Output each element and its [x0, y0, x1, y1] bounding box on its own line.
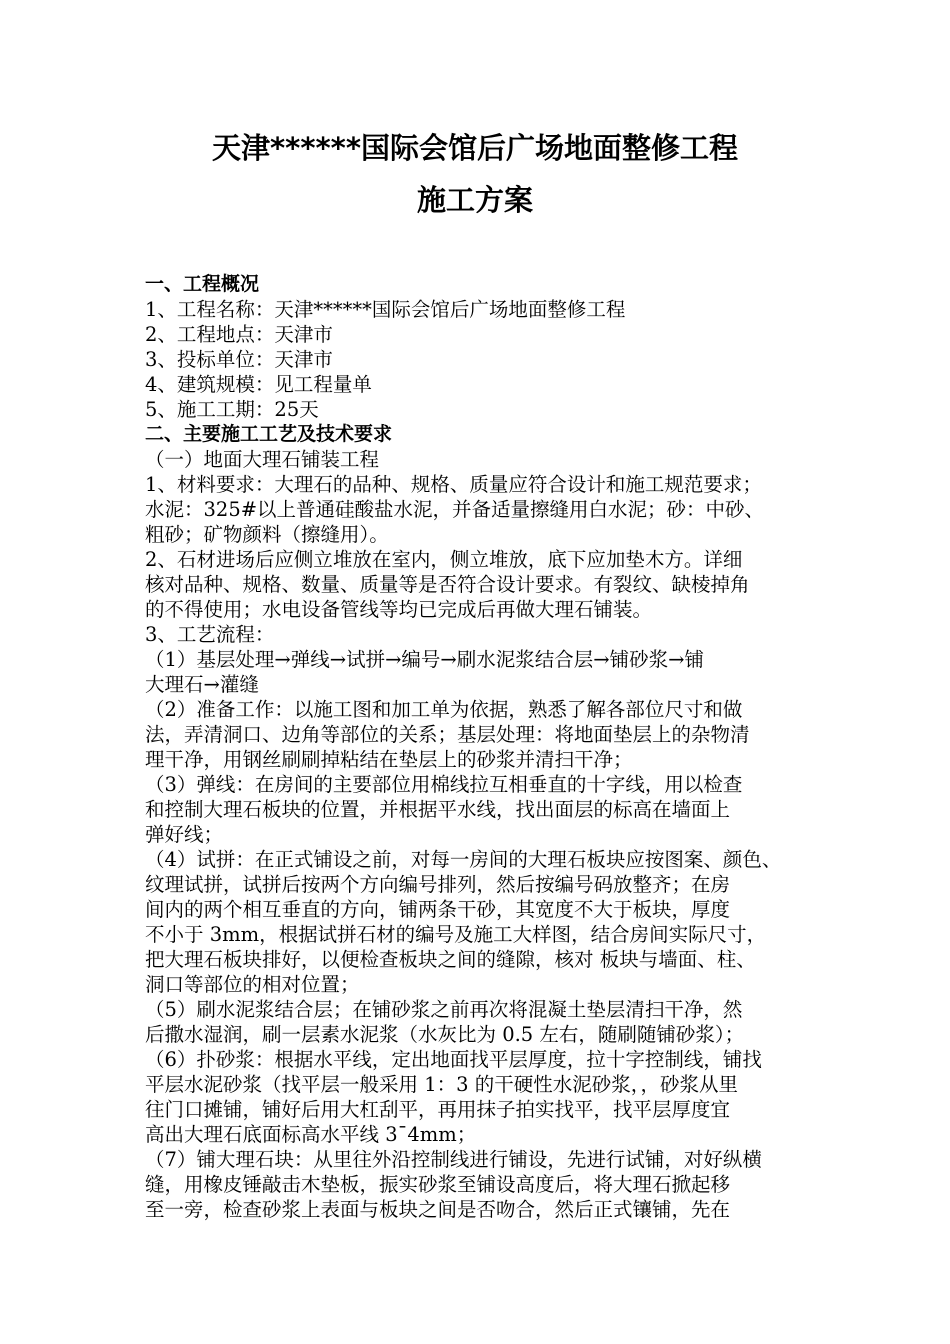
- document-body: [145, 272, 825, 1222]
- paragraph-line: 2、石材进场后应侧立堆放在室内，侧立堆放，底下应加垫木方。详细: [145, 548, 743, 571]
- paragraph-line: （5）刷水泥浆结合层；在铺砂浆之前再次将混凝土垫层清扫干净，然: [145, 998, 743, 1021]
- paragraph-line: 洞口等部位的相对位置；: [145, 973, 360, 996]
- paragraph-line: （1）基层处理→弹线→试拼→编号→刷水泥浆结合层→铺砂浆→铺: [145, 648, 704, 671]
- paragraph-line: 往门口摊铺，铺好后用大杠刮平，再用抹子拍实找平，找平层厚度宜: [145, 1098, 731, 1121]
- paragraph-line: 和控制大理石板块的位置，并根据平水线，找出面层的标高在墙面上: [145, 798, 731, 821]
- paragraph-line: （6）扑砂浆：根据水平线，定出地面找平层厚度，拉十字控制线，铺找: [145, 1048, 762, 1071]
- paragraph-line: 水泥：325#以上普通硅酸盐水泥，并备适量擦缝用白水泥；砂：中砂、: [145, 498, 765, 521]
- paragraph-line: 至一旁，检查砂浆上表面与板块之间是否吻合，然后正式镶铺，先在: [145, 1198, 731, 1221]
- paragraph-line: 3、投标单位：天津市: [145, 348, 333, 371]
- paragraph-line: 大理石→灌缝: [145, 673, 259, 696]
- document-subtitle: 施工方案: [416, 183, 533, 217]
- paragraph-line: 3、工艺流程：: [145, 623, 275, 646]
- paragraph-line: 2、工程地点：天津市: [145, 323, 333, 346]
- paragraph-line: 平层水泥砂浆（找平层一般采用 1：3 的干硬性水泥砂浆，，砂浆从里: [145, 1073, 738, 1096]
- paragraph-line: 不小于 3mm，根据试拼石材的编号及施工大样图，结合房间实际尺寸，: [145, 923, 767, 946]
- paragraph-line: （一）地面大理石铺装工程: [145, 448, 380, 471]
- paragraph-line: 理干净，用钢丝刷刷掉粘结在垫层上的砂浆并清扫干净；: [145, 748, 633, 771]
- paragraph-line: 粗砂；矿物颜料（擦缝用）。: [145, 523, 389, 546]
- paragraph-line: 5、施工工期：25天: [145, 398, 319, 421]
- paragraph-line: 间内的两个相互垂直的方向，铺两条干砂，其宽度不大于板块，厚度: [145, 898, 731, 921]
- paragraph-line: 弹好线；: [145, 823, 224, 846]
- paragraph-line: 纹理试拼，试拼后按两个方向编号排列，然后按编号码放整齐；在房: [145, 873, 731, 896]
- paragraph-line: （4）试拼：在正式铺设之前，对每一房间的大理石板块应按图案、颜色、: [145, 848, 782, 871]
- paragraph-line: 4、建筑规模：见工程量单: [145, 373, 372, 396]
- paragraph-line: 缝，用橡皮锤敲击木垫板，振实砂浆至铺设高度后，将大理石掀起移: [145, 1173, 731, 1196]
- paragraph-line: 1、材料要求：大理石的品种、规格、质量应符合设计和施工规范要求；: [145, 473, 762, 496]
- section-heading: 二、主要施工工艺及技术要求: [145, 423, 393, 445]
- paragraph-line: 的不得使用；水电设备管线等均已完成后再做大理石铺装。: [145, 598, 653, 621]
- paragraph-line: 高出大理石底面标高水平线 3¯4mm；: [145, 1123, 477, 1146]
- paragraph-line: （2）准备工作：以施工图和加工单为依据，熟悉了解各部位尺寸和做: [145, 698, 743, 721]
- paragraph-line: 法，弄清洞口、边角等部位的关系；基层处理：将地面垫层上的杂物清: [145, 723, 750, 746]
- paragraph-line: 1、工程名称：天津******国际会馆后广场地面整修工程: [145, 298, 626, 321]
- paragraph-line: 把大理石板块排好，以便检查板块之间的缝隙，核对 板块与墙面、柱、: [145, 948, 756, 971]
- paragraph-line: （3）弹线：在房间的主要部位用棉线拉互相垂直的十字线，用以检查: [145, 773, 743, 796]
- paragraph-line: 核对品种、规格、数量、质量等是否符合设计要求。有裂纹、缺棱掉角: [145, 573, 750, 596]
- paragraph-line: 后撒水湿润，刷一层素水泥浆（水灰比为 0.5 左右，随刷随铺砂浆）；: [145, 1023, 745, 1046]
- paragraph-line: （7）铺大理石块：从里往外沿控制线进行铺设，先进行试铺，对好纵横: [145, 1148, 762, 1171]
- section-heading: 一、工程概况: [145, 273, 260, 295]
- document-title: 天津******国际会馆后广场地面整修工程: [212, 131, 738, 165]
